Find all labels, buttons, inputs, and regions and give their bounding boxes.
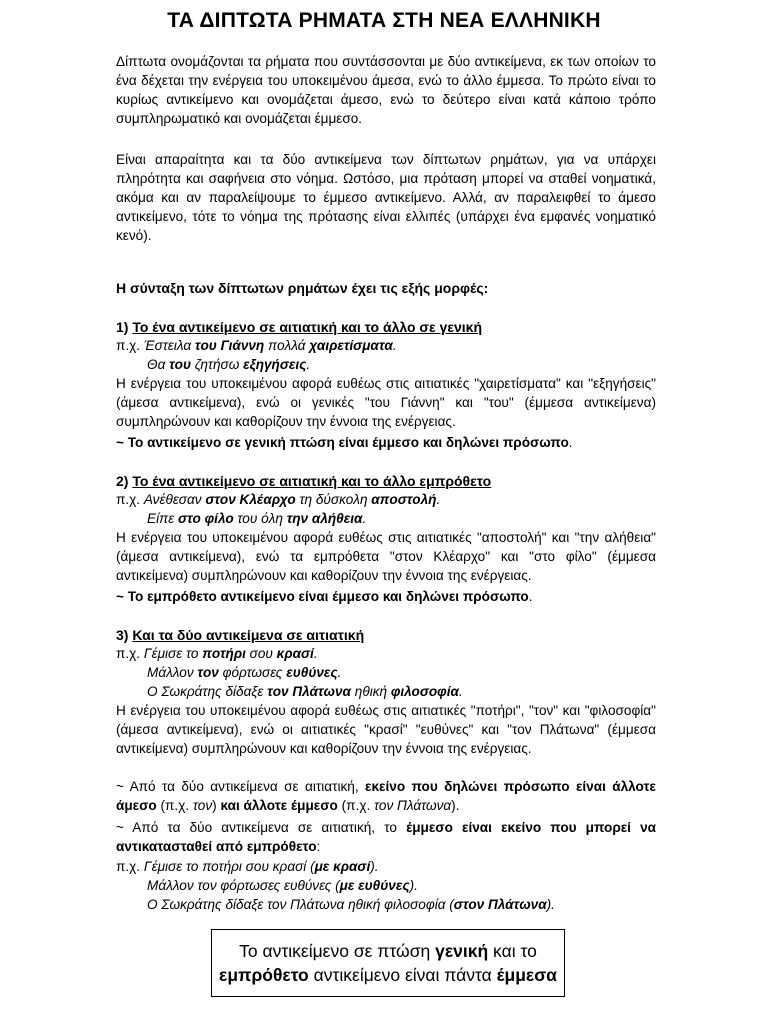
example-text: .: [362, 511, 367, 526]
example-text: Είπε: [147, 511, 178, 526]
section-number: 1): [116, 319, 129, 335]
section-1-heading: [116, 317, 656, 337]
example-text: ).: [546, 897, 555, 912]
section-3-example-2: [116, 663, 687, 682]
example-prefix: π.χ.: [116, 492, 141, 507]
example-text: Μάλλον τον φόρτωσες ευθύνες (: [147, 878, 340, 893]
intro-paragraph-2: Είναι απαραίτητα και τα δύο αντικείμενα των δίπτωτων ρημάτων, για να υπάρχει πληρότητα και σαφήνεια στο νόημα. Ωστόσο, μια πρόταση μπορεί να σταθεί νοηματικά, ακόμα και αν παραλείψουμε το έμμεσο αντικείμενο. Αλλά, αν παραλειφθεί το άμεσο αντικείμενο, τότε το νόημα της πρότασης είναι ελλιπές (υπάρχει ένα εμφανές νοηματικό κενό).: [116, 152, 656, 243]
example-text: ζητήσω: [191, 357, 244, 372]
example-text: Έστειλα: [143, 338, 195, 353]
section-title: Το ένα αντικείμενο σε αιτιατική και το άλλο σε γενική: [132, 319, 482, 335]
example-text: ηθική: [351, 684, 391, 699]
note-text: :: [316, 839, 321, 854]
section-3-heading: [116, 625, 656, 645]
replacement-example-1: [116, 857, 656, 876]
intro-paragraph-1: Δίπτωτα ονομάζονται τα ρήματα που συντάσσονται με δύο αντικείμενα, εκ των οποίων το ένα δέχεται την ενέργεια του υποκειμένου άμεσα, ενώ το άλλο έμμεσα. Το πρώτο είναι το κυρίως αντικείμενο και ονομάζεται άμεσο, ενώ το δεύτερο είναι κατά κάποιο τρόπο συμπληρωματικό και ονομάζεται έμμεσο.: [116, 54, 656, 126]
note-example: τον Πλάτωνα: [374, 798, 452, 813]
rule-text: ~ Το αντικείμενο σε γενική πτώση είναι έμμεσο και δηλώνει πρόσωπο: [116, 435, 569, 450]
section-2-example-2: [116, 509, 687, 528]
rule-text: ~ Το εμπρόθετο αντικείμενο είναι έμμεσο και δηλώνει πρόσωπο: [116, 589, 529, 604]
example-text: του όλη: [233, 511, 287, 526]
summary-emphasis: γενική: [435, 941, 489, 961]
indirect-object: του: [169, 357, 192, 372]
indirect-object: τον Πλάτωνα: [267, 684, 351, 699]
direct-object: φιλοσοφία: [390, 684, 459, 699]
section-2-example-1: [116, 490, 656, 509]
example-text: πολλά: [264, 338, 310, 353]
section-1-explanation: Η ενέργεια του υποκειμένου αφορά ευθέως στις αιτιατικές "χαιρετίσματα" και "εξηγήσεις" (άμεσα αντικείμενα), ενώ οι γενικές "του Γιάννη" και "του" (έμμεσα αντικείμενα) συμπληρώνουν και καθορίζουν την έννοια της ενέργειας.: [116, 376, 656, 429]
replacement-example-2: [116, 876, 687, 895]
note-emphasis: εκείνο που δηλώνει πρόσωπο είναι άλλοτε άμεσο: [116, 779, 656, 813]
rule-end: .: [528, 589, 533, 604]
summary-emphasis: έμμεσα: [496, 965, 557, 985]
example-text: ).: [409, 878, 418, 893]
section-3-example-1: [116, 644, 656, 663]
summary-text: Το αντικείμενο σε πτώση: [239, 941, 436, 961]
section-1-example-1: [116, 336, 656, 355]
example-text: .: [392, 338, 397, 353]
indirect-object: κρασί: [276, 646, 314, 661]
example-prefix: π.χ.: [116, 338, 141, 353]
note-example: τον: [192, 798, 213, 813]
example-text: Ο Σωκράτης δίδαξε τον Πλάτωνα ηθική φιλοσοφία (: [147, 897, 454, 912]
example-text: ).: [370, 859, 379, 874]
direct-object: χαιρετίσματα: [309, 338, 393, 353]
note-text: (π.χ.: [337, 798, 375, 813]
section-3-note-2: [116, 818, 656, 856]
example-text: .: [313, 646, 318, 661]
section-2-explanation: Η ενέργεια του υποκειμένου αφορά ευθέως στις αιτιατικές "αποστολή" και "την αλήθεια" (άμεσα αντικείμενα), ενώ τα εμπρόθετα "στον Κλέαρχο" και "στο φίλο" (έμμεσα αντικείμενα) συμπληρώνουν και καθορίζουν την έννοια της ενέργειας.: [116, 530, 656, 583]
example-text: Γέμισε το: [143, 646, 203, 661]
note-emphasis: και άλλοτε έμμεσο: [220, 798, 338, 813]
indirect-object: ευθύνες: [286, 665, 338, 680]
section-number: 3): [116, 627, 129, 643]
prepositional-object: με κρασί: [314, 859, 371, 874]
section-title: Το ένα αντικείμενο σε αιτιατική και το άλλο εμπρόθετο: [132, 473, 492, 489]
direct-object: ποτήρι: [202, 646, 246, 661]
summary-text: αντικείμενο είναι πάντα: [308, 965, 497, 985]
indirect-object: του Γιάννη: [194, 338, 265, 353]
section-1-rule: [116, 433, 656, 452]
example-text: φόρτωσες: [218, 665, 287, 680]
example-text: Θα: [147, 357, 170, 372]
example-text: σου: [245, 646, 277, 661]
page-title: ΤΑ ΔΙΠΤΩΤΑ ΡΗΜΑΤΑ ΣΤΗ ΝΕΑ ΕΛΛΗΝΙΚΗ: [167, 9, 601, 32]
example-prefix: π.χ.: [116, 859, 141, 874]
example-text: .: [458, 684, 463, 699]
direct-object: εξηγήσεις: [243, 357, 307, 372]
example-text: .: [436, 492, 441, 507]
section-3-note-1: [116, 777, 656, 815]
summary-line-1: [212, 939, 564, 963]
note-emphasis: έμμεσο είναι εκείνο που μπορεί να αντικατασταθεί από εμπρόθετο: [116, 820, 656, 854]
section-2-heading: [116, 471, 656, 491]
replacement-example-3: [116, 895, 687, 914]
note-text: ).: [451, 798, 460, 813]
note-text: (π.χ.: [156, 798, 193, 813]
indirect-object: στον Κλέαρχο: [205, 492, 296, 507]
rule-end: .: [568, 435, 573, 450]
note-text: ~ Από τα δύο αντικείμενα σε αιτιατική,: [116, 779, 365, 794]
summary-box: [211, 929, 565, 997]
section-2-rule: [116, 587, 656, 606]
example-text: Γέμισε το ποτήρι σου κρασί (: [143, 859, 315, 874]
summary-line-2: [212, 963, 564, 987]
example-text: Μάλλον: [147, 665, 198, 680]
section-number: 2): [116, 473, 129, 489]
example-text: τη δύσκολη: [295, 492, 372, 507]
indirect-object: στο φίλο: [177, 511, 234, 526]
prepositional-object: στον Πλάτωνα: [453, 897, 547, 912]
prepositional-object: με ευθύνες: [339, 878, 410, 893]
section-1-example-2: [116, 355, 687, 374]
summary-text: και το: [488, 941, 537, 961]
forms-heading: Η σύνταξη των δίπτωτων ρημάτων έχει τις εξής μορφές:: [116, 280, 489, 296]
direct-object: αποστολή: [371, 492, 437, 507]
section-title: Και τα δύο αντικείμενα σε αιτιατική: [132, 627, 365, 643]
note-text: ~ Από τα δύο αντικείμενα σε αιτιατική, το: [116, 820, 407, 835]
direct-object: τον: [197, 665, 219, 680]
section-3-explanation: Η ενέργεια του υποκειμένου αφορά ευθέως στις αιτιατικές "ποτήρι", "τον" και "φιλοσοφία" (άμεσα αντικείμενα), ενώ οι αιτιατικές "κρασί" "ευθύνες" και "τον Πλάτωνα" (έμμεσα αντικείμενα) συμπληρώνουν και καθορίζουν την έννοια της ενέργειας.: [116, 703, 656, 756]
example-text: .: [306, 357, 311, 372]
example-text: .: [337, 665, 342, 680]
example-text: Ανέθεσαν: [143, 492, 206, 507]
section-3-example-3: [116, 682, 687, 701]
summary-emphasis: εμπρόθετο: [219, 965, 309, 985]
direct-object: την αλήθεια: [286, 511, 363, 526]
note-text: ): [212, 798, 221, 813]
example-prefix: π.χ.: [116, 646, 141, 661]
example-text: Ο Σωκράτης δίδαξε: [147, 684, 268, 699]
